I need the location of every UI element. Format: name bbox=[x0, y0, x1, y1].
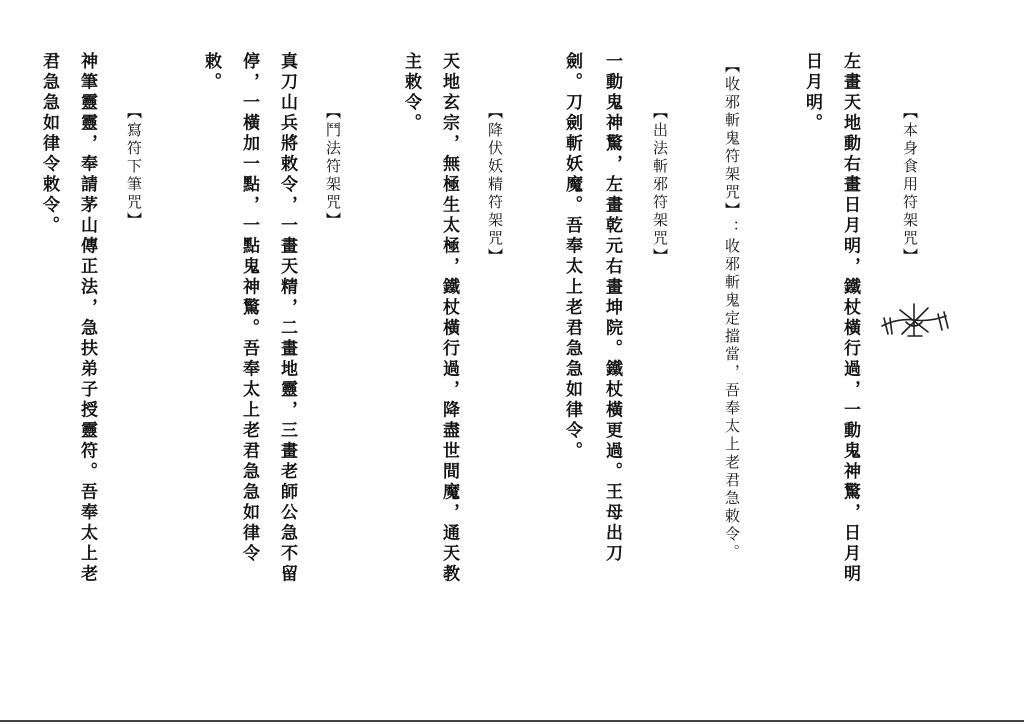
verse-benshen-2: 日月明。 bbox=[802, 52, 822, 134]
verse-chufa-2: 劍。刀劍斬妖魔。吾奉太上老君急急如律令。 bbox=[562, 52, 582, 462]
verse-doufa-1: 真刀山兵將敕令，一畫天精，二畫地靈，三畫老師公急不留 bbox=[277, 52, 297, 585]
verse-xiefu-2: 君急急如律令敕令。 bbox=[39, 52, 59, 237]
heading-xiangfu-yaojing: 【降伏妖精符架咒】 bbox=[486, 104, 504, 266]
heading-shouxie-zhangui: 【收邪斬鬼符架咒】：收邪斬鬼定擋當，吾奉太上老君急敕令。 bbox=[723, 58, 741, 562]
heading-xiefu-xiabi: 【寫符下筆咒】 bbox=[125, 104, 143, 230]
heading-chufa-zhanxie: 【出法斬邪符架咒】 bbox=[651, 104, 669, 266]
verse-xiangfu-1: 天地玄宗，無極生太極，鐵杖橫行過，降盡世間魔，通天教 bbox=[439, 52, 459, 585]
page-bottom-rule bbox=[0, 720, 1024, 722]
verse-doufa-3: 敕。 bbox=[201, 52, 221, 93]
verse-benshen-1: 左畫天地動右畫日月明，鐵杖橫行過，一動鬼神驚，日月明 bbox=[840, 52, 860, 585]
talisman-seal-icon bbox=[878, 300, 950, 340]
verse-xiangfu-2: 主敕令。 bbox=[401, 52, 421, 134]
heading-benshen-shiyong: 【本身食用符架咒】 bbox=[901, 104, 919, 266]
heading-doufa: 【鬥法符架咒】 bbox=[324, 104, 342, 230]
verse-doufa-2: 停，一橫加一點，一點鬼神驚。吾奉太上老君急急如律令 bbox=[239, 52, 259, 565]
verse-chufa-1: 一動鬼神驚，左畫乾元右畫坤院。鐵杖橫更過。王母出刀 bbox=[602, 52, 622, 565]
verse-xiefu-1: 神筆靈靈，奉請茅山傳正法，急扶弟子授靈符。吾奉太上老 bbox=[77, 52, 97, 585]
